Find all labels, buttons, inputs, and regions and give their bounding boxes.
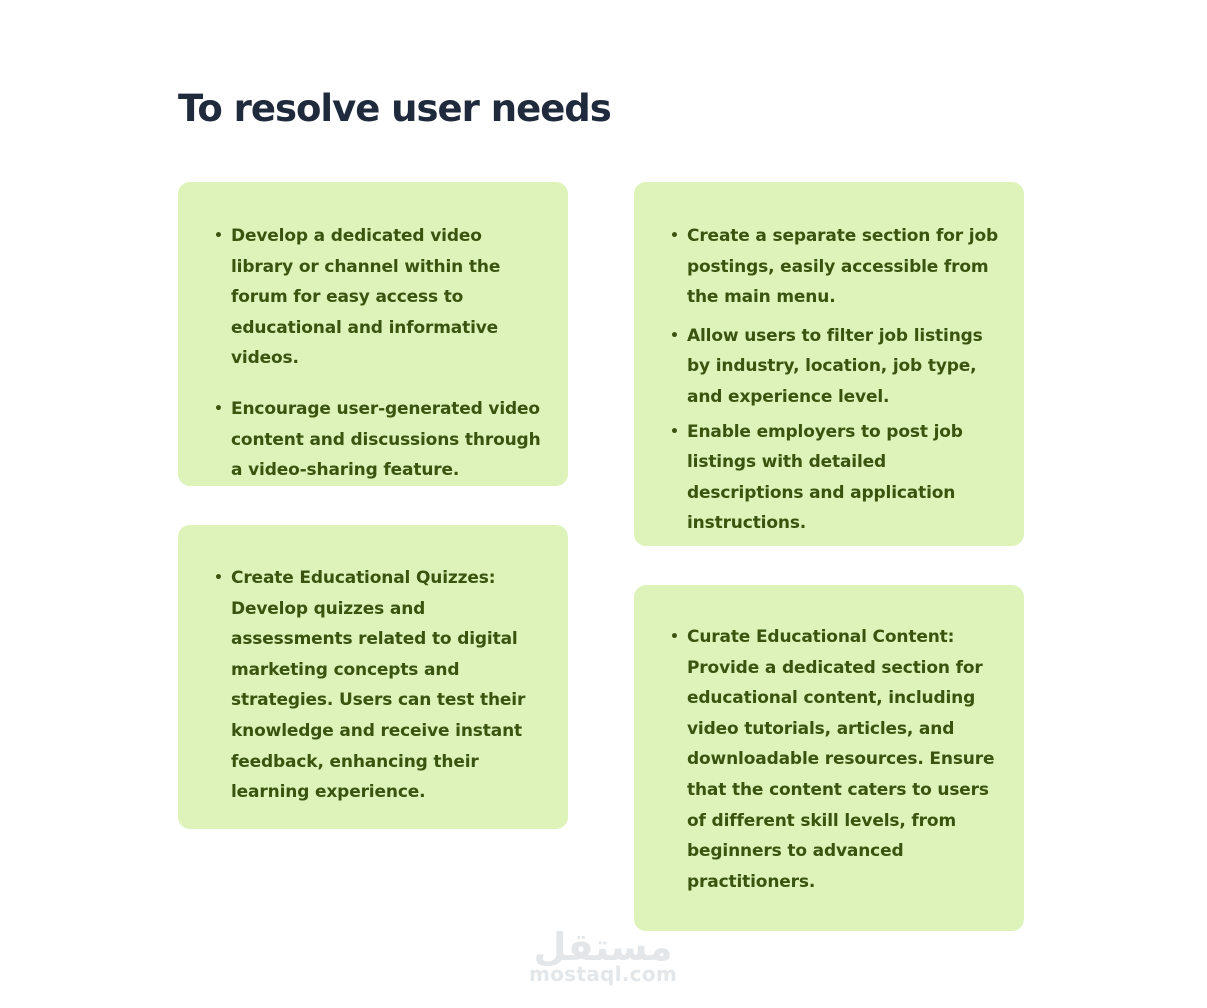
video-library-card — [178, 182, 568, 486]
educational-quizzes-list — [214, 563, 544, 808]
mostaql-url: mostaql.com — [528, 962, 678, 986]
mostaql-watermark — [528, 918, 678, 990]
mostaql-logo — [528, 918, 678, 966]
list-item: • Develop a dedicated video library or channel within the forum for easy access to educational and informative videos. — [214, 221, 544, 374]
job-postings-card — [634, 182, 1024, 546]
page-title: To resolve user needs — [178, 87, 611, 130]
list-item: • Allow users to filter job listings by industry, location, job type, and experience level. — [670, 321, 1000, 413]
educational-content-card — [634, 585, 1024, 931]
list-item: • Curate Educational Content: Provide a dedicated section for educational content, including video tutorials, articles, and downloadable resources. Ensure that the content caters to users of different skill levels, from beginners to advanced practitioners. — [670, 622, 1002, 897]
mostaql-logo-text: مستقل — [533, 925, 673, 966]
list-item: • Enable employers to post job listings with detailed descriptions and application instructions. — [670, 417, 1000, 539]
list-item: • Encourage user-generated video content and discussions through a video-sharing feature. — [214, 394, 544, 486]
educational-content-list — [670, 622, 1002, 897]
job-postings-list — [670, 221, 1000, 539]
video-library-list — [214, 221, 544, 486]
educational-quizzes-card — [178, 525, 568, 829]
list-item: • Create a separate section for job postings, easily accessible from the main menu. — [670, 221, 1000, 313]
list-item: • Create Educational Quizzes: Develop quizzes and assessments related to digital marketing concepts and strategies. Users can test their knowledge and receive instant feedback, enhancing their learning experience. — [214, 563, 544, 808]
